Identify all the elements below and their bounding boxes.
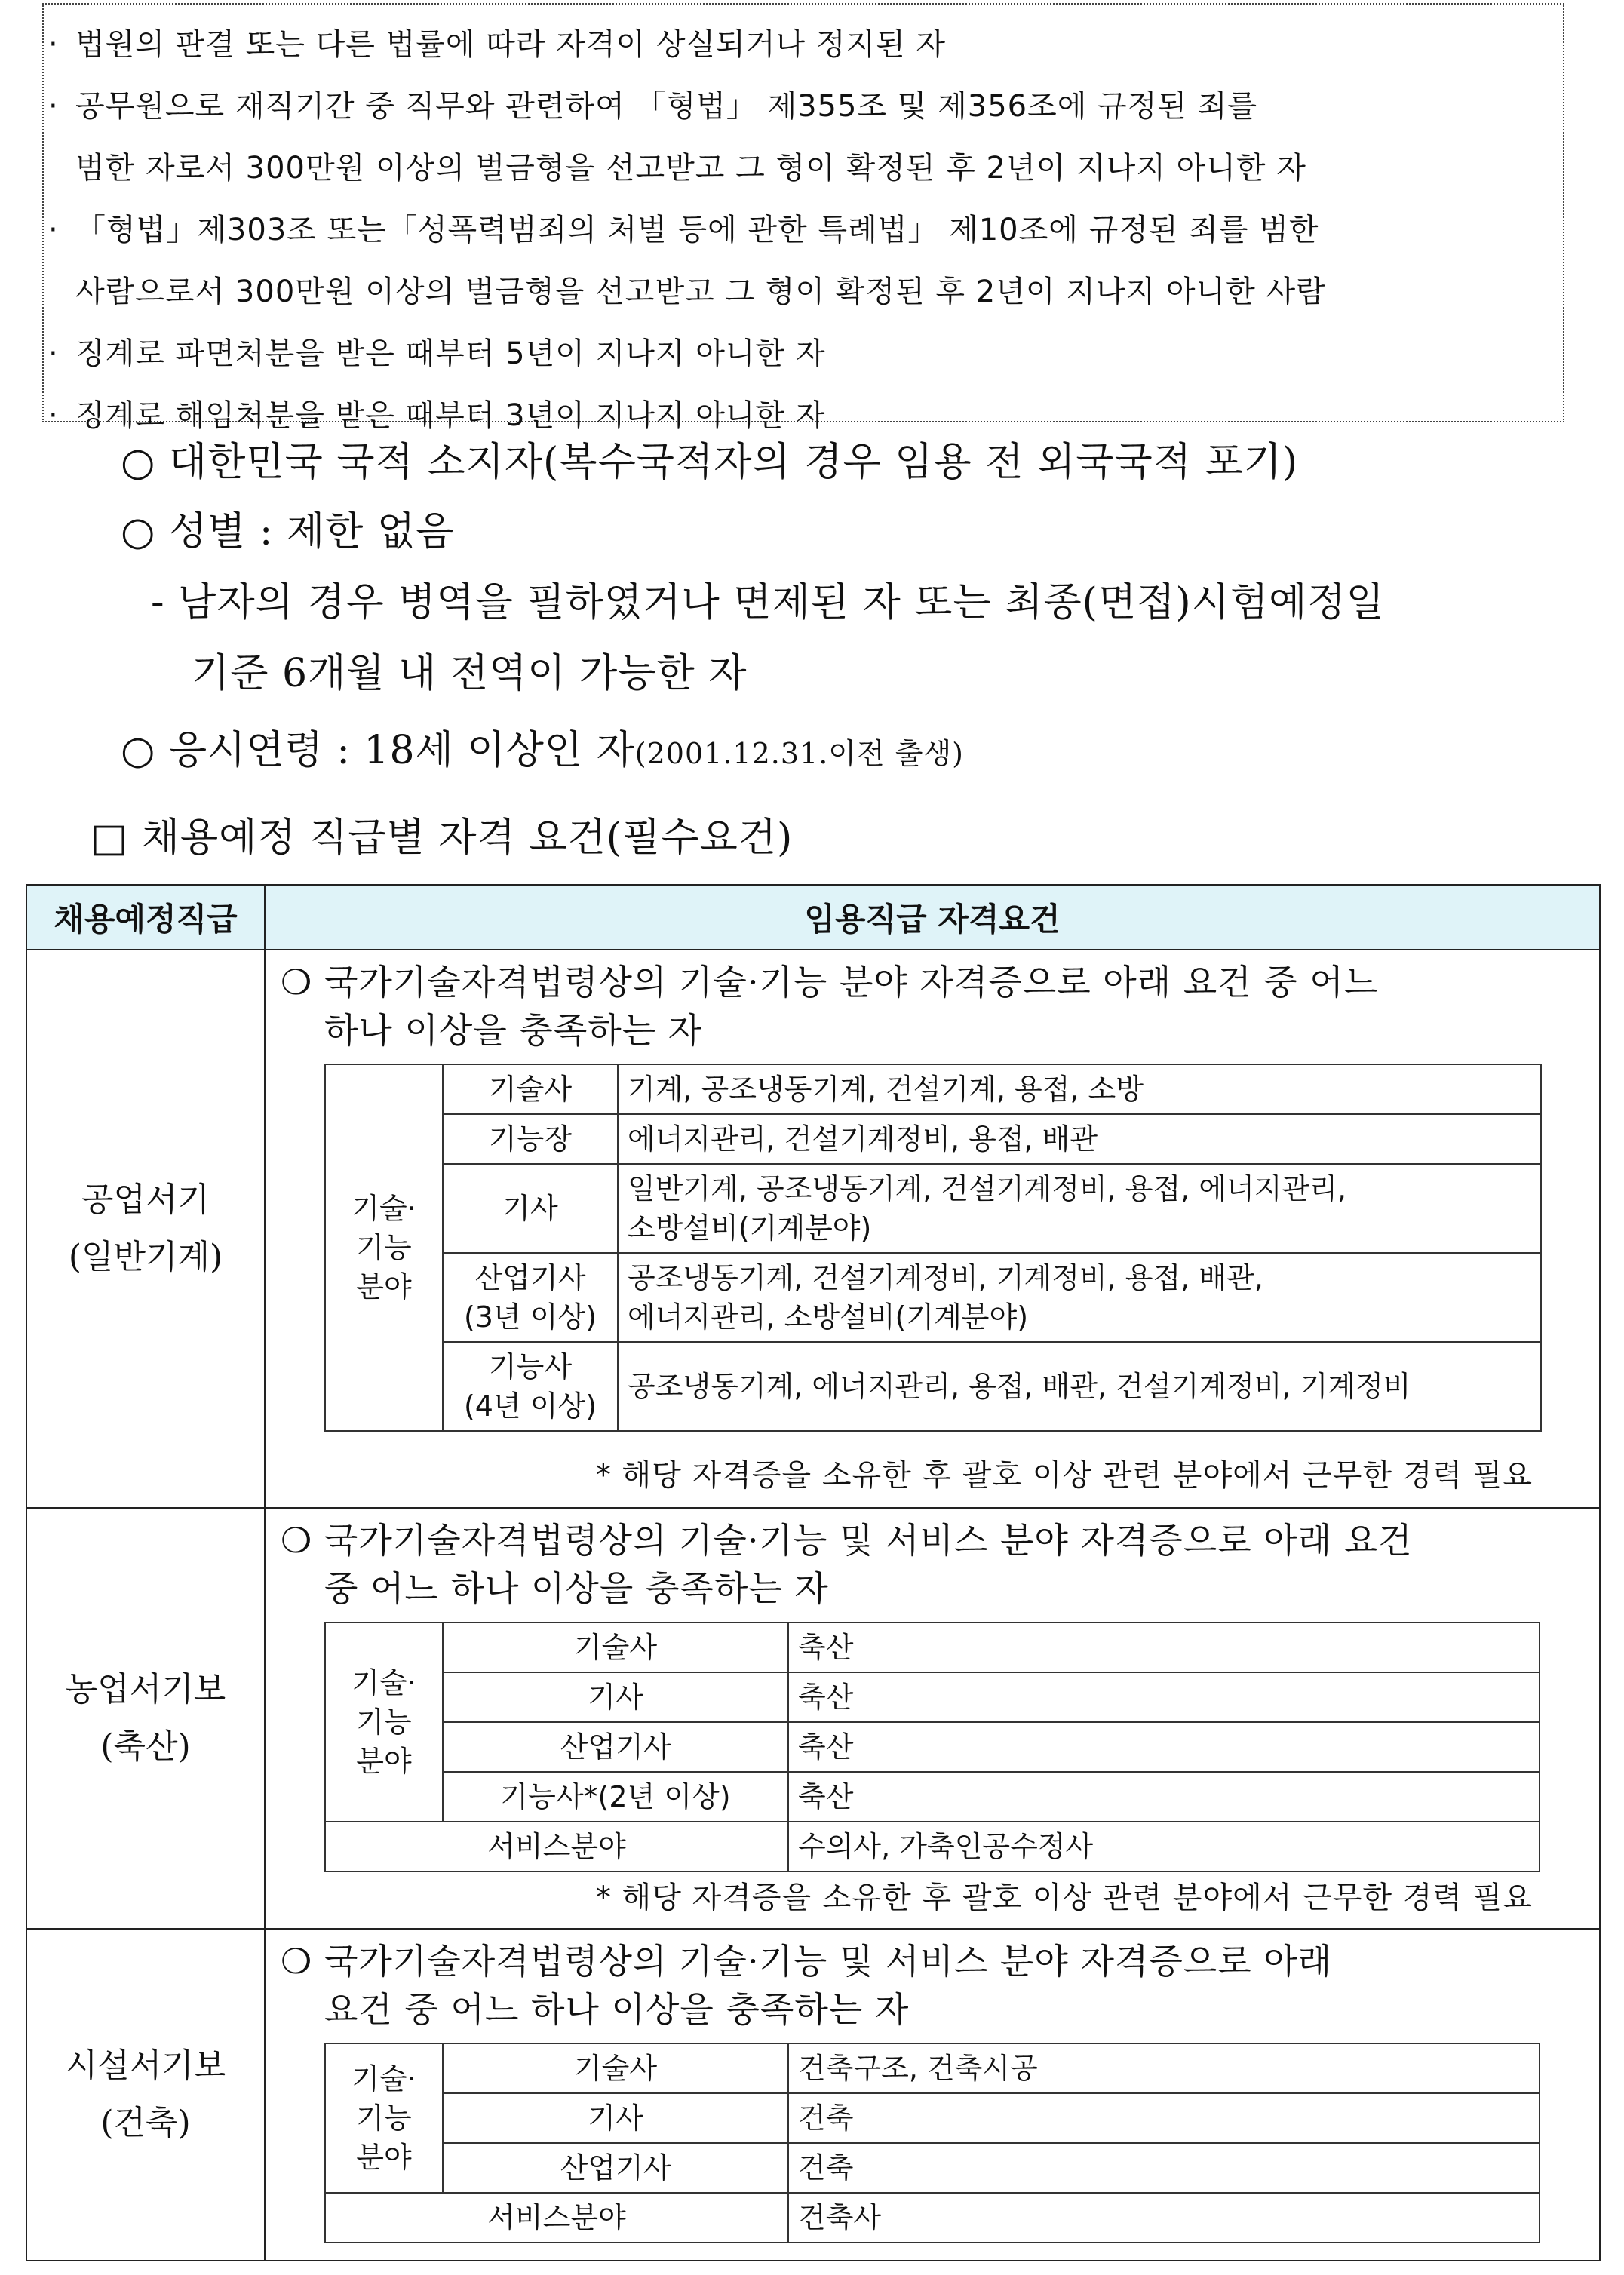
group-label: 기술· 기능 분야	[325, 1064, 443, 1431]
age-condition: ○ 응시연령 : 18세 이상인 자(2001.12.31.이전 출생)	[121, 728, 965, 773]
cert-level: 기사	[443, 1164, 618, 1253]
group-label: 기술· 기능 분야	[325, 2043, 443, 2193]
certificate-table	[324, 2043, 1540, 2243]
requirement-lead: ❍ 국가기술자격법령상의 기술·기능 및 서비스 분야 자격증으로 아래 요건 중 어느 하나 이상을 충족하는 자	[281, 1937, 1578, 2034]
table-header-row	[26, 885, 1600, 950]
cert-fields: 건축구조, 건축시공	[788, 2043, 1540, 2093]
cert-level: 기술사	[443, 1064, 618, 1114]
requirements-table	[26, 884, 1601, 2261]
cert-level: 산업기사	[443, 2143, 788, 2193]
service-fields: 건축사	[788, 2193, 1540, 2243]
cert-level: 산업기사 (3년 이상)	[443, 1253, 618, 1342]
grade-cell: 농업서기보 (축산)	[26, 1508, 265, 1929]
cert-level: 기술사	[443, 2043, 788, 2093]
section-title: □ 채용예정 직급별 자격 요건(필수요건)	[91, 815, 794, 861]
cert-fields: 에너지관리, 건설기계정비, 용접, 배관	[618, 1114, 1541, 1164]
disqualification-item: · 징계로 파면처분을 받은 때부터 5년이 지나지 아니한 자	[48, 336, 826, 371]
requirement-cell	[265, 1929, 1600, 2261]
disqualification-item: · 공무원으로 재직기간 중 직무와 관련하여 「형법」 제355조 및 제356조에 규정된 죄를	[48, 89, 1258, 124]
circle-bullet-icon: ❍	[281, 962, 313, 1002]
header-requirements: 임용직급 자격요건	[265, 885, 1600, 950]
disqualification-item-cont: 범한 자로서 300만원 이상의 벌금형을 선고받고 그 형이 확정된 후 2년이 지나지 아니한 자	[75, 151, 1306, 186]
service-label: 서비스분야	[325, 2193, 788, 2243]
requirement-lead: ❍ 국가기술자격법령상의 기술·기능 및 서비스 분야 자격증으로 아래 요건 중 어느 하나 이상을 충족하는 자	[281, 1516, 1578, 1613]
cert-fields: 공조냉동기계, 건설기계정비, 기계정비, 용접, 배관, 에너지관리, 소방설비(기계분야)	[618, 1253, 1541, 1342]
service-fields: 수의사, 가축인공수정사	[788, 1822, 1540, 1871]
grade-cell: 공업서기 (일반기계)	[26, 950, 265, 1508]
disqualification-item: · 법원의 판결 또는 다른 법률에 따라 자격이 상실되거나 정지된 자	[48, 27, 947, 62]
cert-level: 기술사	[443, 1623, 788, 1672]
military-condition-cont: 기준 6개월 내 전역이 가능한 자	[192, 651, 748, 696]
experience-note: * 해당 자격증을 소유한 후 괄호 이상 관련 분야에서 근무한 경력 필요	[595, 1880, 1533, 1915]
cert-level: 기능사*(2년 이상)	[443, 1772, 788, 1822]
certificate-table	[324, 1064, 1542, 1432]
military-condition: - 남자의 경우 병역을 필하였거나 면제된 자 또는 최종(면접)시험예정일	[151, 580, 1385, 625]
cert-fields: 기계, 공조냉동기계, 건설기계, 용접, 소방	[618, 1064, 1541, 1114]
group-label: 기술· 기능 분야	[325, 1623, 443, 1822]
gender-condition: ○ 성별 : 제한 없음	[121, 509, 455, 554]
requirement-cell	[265, 1508, 1600, 1929]
cert-level: 기능사 (4년 이상)	[443, 1342, 618, 1431]
cert-fields: 일반기계, 공조냉동기계, 건설기계정비, 용접, 에너지관리, 소방설비(기계분야)	[618, 1164, 1541, 1253]
cert-fields: 축산	[788, 1772, 1540, 1822]
disqualification-box	[42, 3, 1564, 433]
cert-fields: 축산	[788, 1623, 1540, 1672]
service-label: 서비스분야	[325, 1822, 788, 1871]
requirement-lead: ❍ 국가기술자격법령상의 기술·기능 분야 자격증으로 아래 요건 중 어느 하나 이상을 충족하는 자	[281, 958, 1578, 1055]
certificate-table	[324, 1622, 1540, 1872]
cert-fields: 축산	[788, 1672, 1540, 1722]
cert-level: 기능장	[443, 1114, 618, 1164]
cert-fields: 건축	[788, 2143, 1540, 2193]
cert-fields: 축산	[788, 1722, 1540, 1772]
cert-fields: 건축	[788, 2093, 1540, 2143]
circle-bullet-icon: ❍	[281, 1941, 313, 1982]
cert-level: 기사	[443, 2093, 788, 2143]
header-grade: 채용예정직급	[26, 885, 265, 950]
cert-fields: 공조냉동기계, 에너지관리, 용접, 배관, 건설기계정비, 기계정비	[618, 1342, 1541, 1431]
disqualification-item: · 징계로 해임처분을 받은 때부터 3년이 지나지 아니한 자	[48, 398, 826, 433]
cert-level: 산업기사	[443, 1722, 788, 1772]
cert-level: 기사	[443, 1672, 788, 1722]
requirement-cell	[265, 950, 1600, 1508]
disqualification-item-cont: 사람으로서 300만원 이상의 벌금형을 선고받고 그 형이 확정된 후 2년이 지나지 아니한 사람	[75, 275, 1326, 309]
table-row	[26, 1508, 1600, 1929]
nationality-condition: ○ 대한민국 국적 소지자(복수국적자의 경우 임용 전 외국국적 포기)	[121, 440, 1299, 485]
circle-bullet-icon: ❍	[281, 1520, 313, 1561]
experience-note: * 해당 자격증을 소유한 후 괄호 이상 관련 분야에서 근무한 경력 필요	[595, 1458, 1533, 1493]
grade-cell: 시설서기보 (건축)	[26, 1929, 265, 2261]
disqualification-item: · 「형법」제303조 또는「성폭력범죄의 처벌 등에 관한 특례법」 제10조에 규정된 죄를 범한	[48, 213, 1319, 247]
table-row	[26, 1929, 1600, 2261]
table-row	[26, 950, 1600, 1508]
